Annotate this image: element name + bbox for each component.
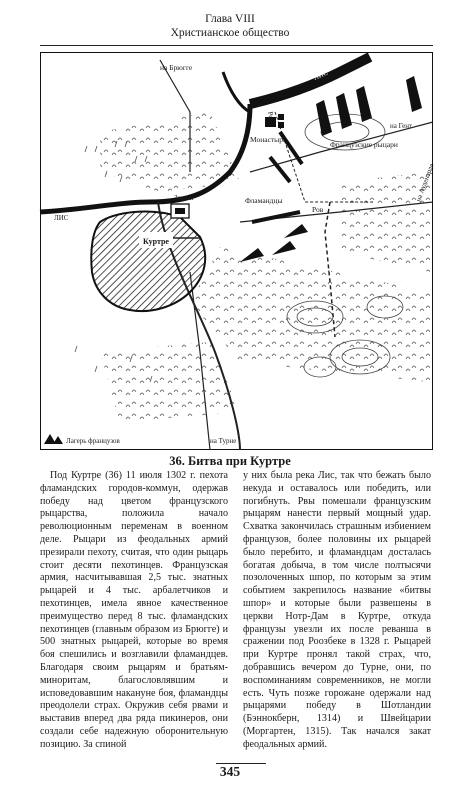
- chapter-title: Христианское общество: [170, 27, 290, 39]
- label-french-camp: Лагерь французов: [66, 437, 120, 445]
- header-rule: [40, 45, 433, 46]
- label-to-tournai: на Турне: [210, 437, 237, 445]
- page-number: 345: [219, 764, 241, 779]
- label-monastery: Монастырь: [250, 135, 287, 144]
- label-moat: Ров: [312, 205, 324, 214]
- figure-caption: 36. Битва при Куртре: [169, 454, 291, 468]
- body-paragraph-left: Под Куртре (36) 11 июля 1302 г. пехота фламандских городов-коммун, одержав победу над цветом французского рыцарства, положила начало революционным переменам в военном деле. Рыцари из феодальных армий презирали пехоту, считая, что один рыцарь стоит десяти пехотинцев. Французская армия, насчитывавшая 2,5 тыс. знатных рыцарей и 4 тыс. арбалетчиков и пехотинцев, имела явное качественное преимущество перед 8 тыс. фламандских пехотинцев (главным образом из Брюгге) и 500 знатных рыцарей, которые во время боя спешились и возглавили фламандцев. Благодаря своим рыцарям и братьям-миноритам, благословлявшим и исповедовавшим накануне боя, фламандцы преодолели страх. Окружив себя рвами и выставив вперед два ряда пикинеров, они создали себе надежную оборонительную позицию. За спиной: [40, 470, 228, 750]
- label-river-top: ЛИС: [312, 68, 330, 82]
- label-kortrijk: Куртре: [143, 237, 169, 246]
- label-french-knights: Французские рыцари: [330, 140, 398, 149]
- label-river-left: ЛИС: [54, 214, 69, 222]
- label-to-ghent: на Гент: [390, 122, 413, 130]
- label-castle: Замок: [174, 193, 194, 202]
- castle-symbol: [171, 204, 189, 218]
- body-column-right: [243, 470, 431, 752]
- label-to-audenarde: на Ауденарде: [414, 162, 436, 203]
- label-to-bruges: на Брюгге: [160, 63, 193, 72]
- body-column-left: [40, 470, 228, 752]
- label-flemings: Фламандцы: [245, 196, 283, 205]
- chapter-label: Глава VIII: [205, 13, 255, 25]
- body-paragraph-right: у них была река Лис, так что бежать было некуда и оставалось или победить, или погибнуть. Рвы помешали французским рыцарям нанести первый мощный удар. Схватка закончилась страшным избиением французов, более половины их рыцарей было перебито, и фламандцам досталась богатая добыча, в том числе полтысячи позолоченных шпор, по которым за этим событием закрепилось название «битвы шпор» и которые были развешены в церкви Нотр-Дам в Куртре, откуда французы увезли их после реванша в сражении под Роозбеке в 1328 г. Рыцарей при Куртре пронял такой страх, что, добравшись вечером до Турне, они, по воспоминаниям современников, не могли есть. Чуть позже горожане одержали над рыцарями победу в Шотландии (Бэннокберн, 1314) и Швейцарии (Моргартен, 1315). Так начался закат феодальных армий.: [243, 470, 431, 750]
- battle-map: [40, 52, 436, 450]
- label-moat-upper: Ров: [266, 110, 276, 123]
